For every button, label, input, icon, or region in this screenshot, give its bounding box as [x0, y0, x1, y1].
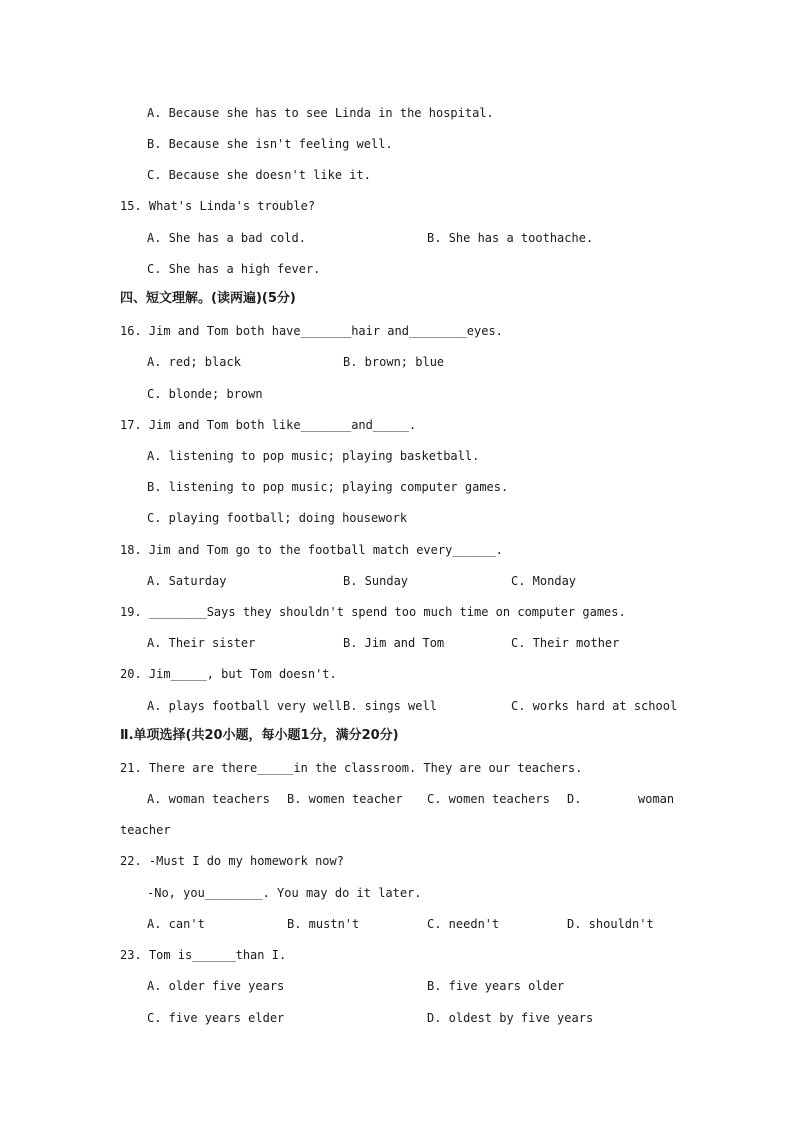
q22-option-b: B. mustn't [287, 917, 360, 931]
q19-option-b: B. Jim and Tom [343, 636, 445, 650]
q16-stem: 16. Jim and Tom both have_______hair and________eyes. [120, 324, 503, 338]
q14-option-a: A. Because she has to see Linda in the hospital. [147, 106, 494, 120]
q14-option-c: C. Because she doesn't like it. [147, 168, 371, 182]
q16-option-b: B. brown; blue [343, 355, 445, 369]
q23-option-c: C. five years elder [147, 1011, 285, 1025]
q21-option-c: C. women teachers [427, 792, 550, 806]
q21-option-d-text: woman [638, 792, 675, 806]
q15-option-c: C. She has a high fever. [147, 262, 321, 276]
q21-option-b: B. women teacher [287, 792, 403, 806]
q22-option-d: D. shouldn't [567, 917, 654, 931]
section-4-heading: 四、短文理解。(读两遍)(5分) [120, 291, 296, 306]
q20-option-c: C. works hard at school [511, 699, 678, 713]
q21-option-a: A. woman teachers [147, 792, 270, 806]
q19-option-a: A. Their sister [147, 636, 256, 650]
q14-option-b: B. Because she isn't feeling well. [147, 137, 393, 151]
q17-stem: 17. Jim and Tom both like_______and_____. [120, 418, 417, 432]
q21-option-d-label: D. [567, 792, 582, 806]
q16-option-a: A. red; black [147, 355, 241, 369]
q20-option-a: A. plays football very well [147, 699, 343, 713]
q22-option-c: C. needn't [427, 917, 500, 931]
q21-stem: 21. There are there_____in the classroom. They are our teachers. [120, 761, 583, 775]
q18-option-c: C. Monday [511, 574, 577, 588]
q22-option-a: A. can't [147, 917, 205, 931]
q18-stem: 18. Jim and Tom go to the football match every______. [120, 543, 503, 557]
section-2-heading: Ⅱ.单项选择(共20小题，每小题1分，满分20分) [120, 728, 399, 743]
q23-option-a: A. older five years [147, 979, 285, 993]
q23-option-b: B. five years older [427, 979, 565, 993]
q20-stem: 20. Jim_____, but Tom doesn't. [120, 667, 337, 681]
q22-response: -No, you________. You may do it later. [147, 886, 422, 900]
q19-option-c: C. Their mother [511, 636, 620, 650]
q17-option-c: C. playing football; doing housework [147, 511, 408, 525]
q15-option-a: A. She has a bad cold. [147, 231, 306, 245]
q18-option-a: A. Saturday [147, 574, 227, 588]
q15-stem: 15. What's Linda's trouble? [120, 199, 316, 213]
q17-option-b: B. listening to pop music; playing computer games. [147, 480, 509, 494]
q19-stem: 19. ________Says they shouldn't spend too much time on computer games. [120, 605, 626, 619]
q18-option-b: B. Sunday [343, 574, 409, 588]
q17-option-a: A. listening to pop music; playing basketball. [147, 449, 480, 463]
q20-option-b: B. sings well [343, 699, 437, 713]
q15-option-b: B. She has a toothache. [427, 231, 594, 245]
q23-option-d: D. oldest by five years [427, 1011, 594, 1025]
q23-stem: 23. Tom is______than I. [120, 948, 287, 962]
q21-option-d-wrap: teacher [120, 823, 171, 837]
q16-option-c: C. blonde; brown [147, 387, 263, 401]
q22-stem: 22. -Must I do my homework now? [120, 854, 344, 868]
